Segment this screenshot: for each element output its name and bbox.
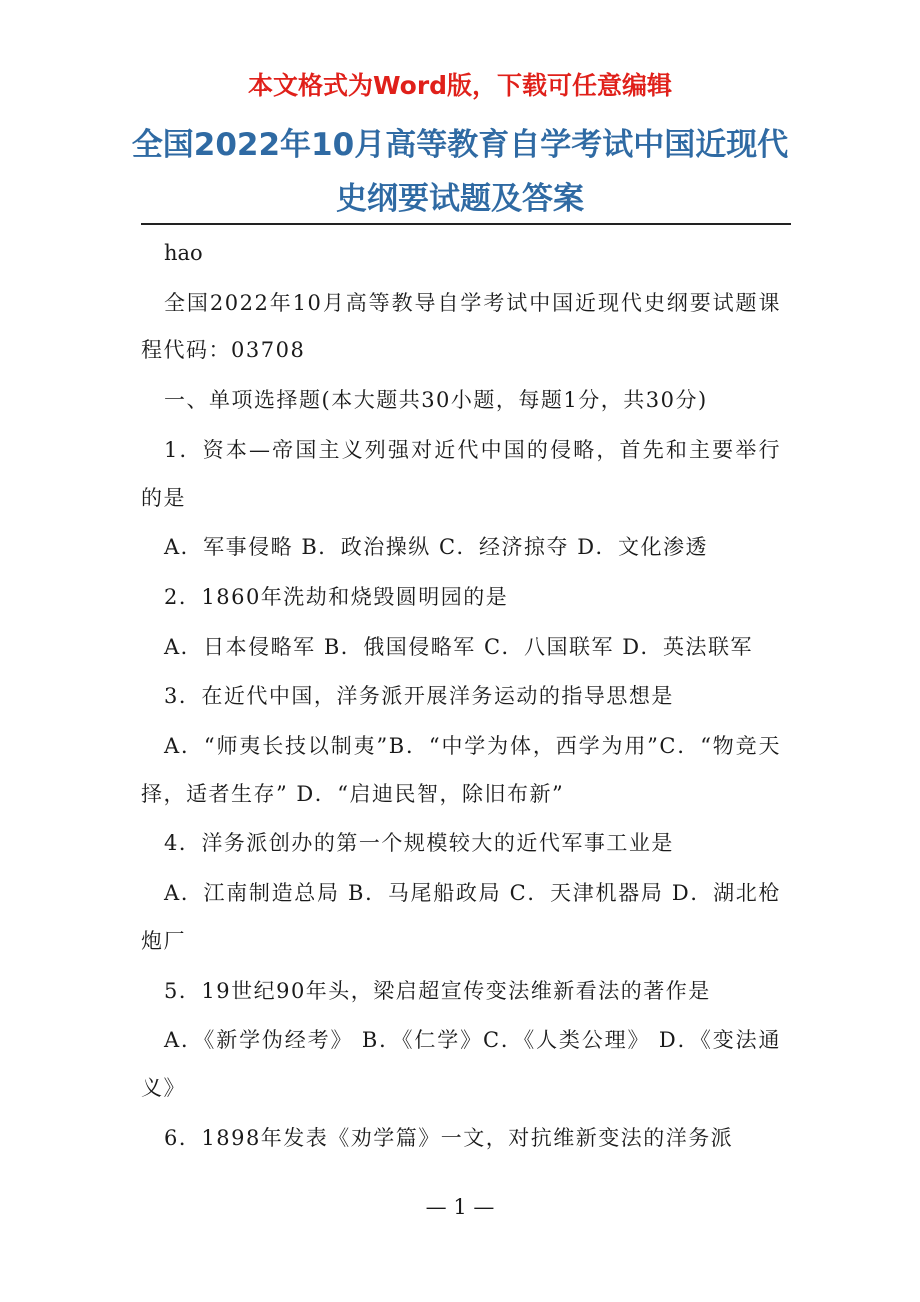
question-item: 6．1898年发表《劝学篇》一文，对抗维新变法的洋务派	[164, 1125, 734, 1150]
answer-options: A．“师夷长技以制夷”B．“中学为体，西学为用”C．“物竞天择，适者生存” D．“启迪民智，除旧布新”	[141, 734, 781, 806]
page-number: — 1 —	[425, 1195, 495, 1219]
title-divider	[141, 223, 791, 225]
question-item: 4．洋务派创办的第一个规模较大的近代军事工业是	[164, 831, 674, 856]
body-paragraph: hao	[164, 241, 203, 265]
answer-options: A．军事侵略 B．政治操纵 C．经济掠夺 D．文化渗透	[164, 535, 709, 560]
download-banner: 本文格式为Word版，下载可任意编辑	[247, 71, 673, 100]
document-title: 全国2022年10月高等教育自学考试中国近现代史纲要试题及答案	[131, 127, 789, 217]
question-item: 2．1860年洗劫和烧毁圆明园的是	[164, 584, 509, 609]
answer-options: A．《新学伪经考》 B．《仁学》C．《人类公理》 D．《变法通义》	[141, 1028, 781, 1100]
answer-options: A．日本侵略军 B．俄国侵略军 C．八国联军 D．英法联军	[164, 634, 754, 659]
body-paragraph: 全国2022年10月高等教导自学考试中国近现代史纲要试题课程代码：03708	[141, 290, 781, 363]
answer-options: A．江南制造总局 B．马尾船政局 C．天津机器局 D．湖北枪炮厂	[141, 881, 781, 953]
document-body	[141, 230, 781, 1164]
question-item: 3．在近代中国，洋务派开展洋务运动的指导思想是	[164, 684, 674, 709]
question-item: 1．资本—帝国主义列强对近代中国的侵略，首先和主要举行的是	[141, 437, 781, 510]
section-heading: 一、单项选择题(本大题共30小题，每题1分，共30分)	[164, 388, 708, 413]
question-item: 5．19世纪90年头，梁启超宣传变法维新看法的著作是	[164, 978, 711, 1003]
